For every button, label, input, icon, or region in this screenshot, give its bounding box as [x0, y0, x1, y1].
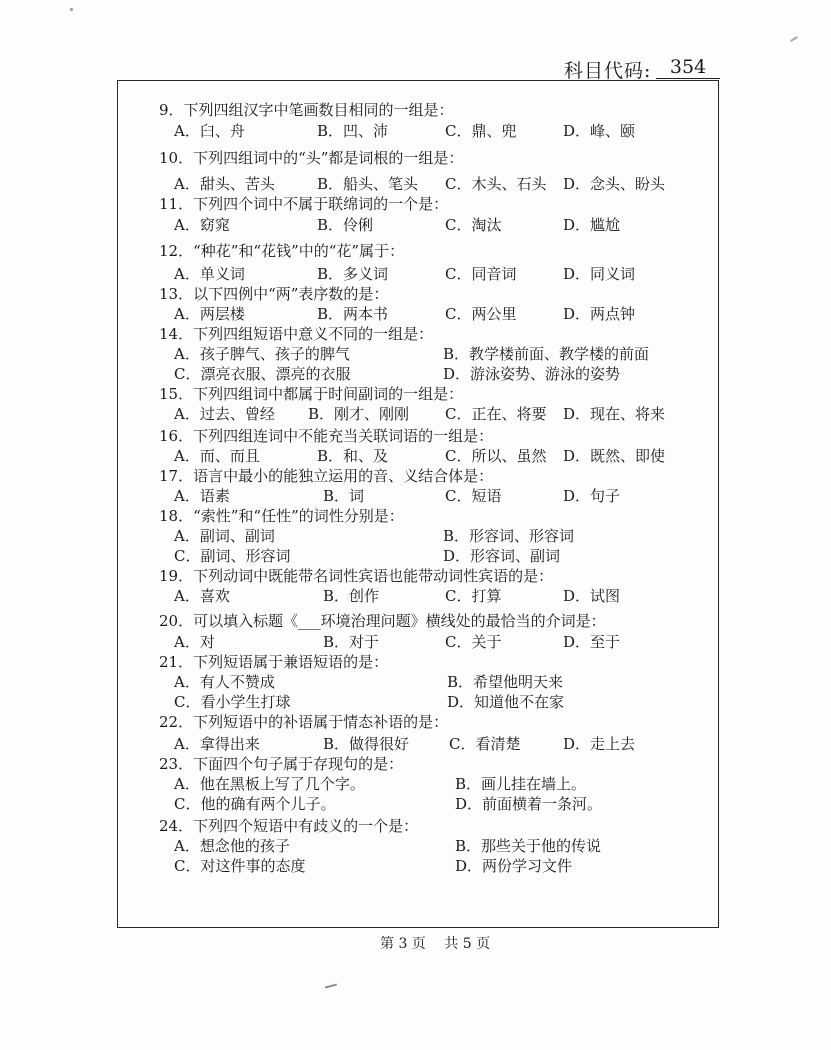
option: B．对于 [323, 633, 380, 651]
option: B．刚才、刚刚 [308, 405, 410, 423]
option: A．他在黑板上写了几个字。 [174, 775, 365, 793]
question-stem: 19．下列动词中既能带名词性宾语也能带动词性宾语的是： [159, 567, 554, 585]
option: C．正在、将要 [445, 405, 547, 423]
option: A．喜欢 [174, 587, 230, 605]
option: B．词 [323, 487, 365, 505]
scan-speck [790, 36, 798, 42]
option: B．希望他明天来 [447, 673, 564, 691]
option: B．做得很好 [323, 735, 410, 753]
option: C．打算 [445, 587, 502, 605]
option: D．两份学习文件 [455, 857, 573, 875]
question-stem: 24．下列四个短语中有歧义的一个是： [159, 817, 419, 835]
option: C．副词、形容词 [174, 547, 291, 565]
scan-speck [70, 8, 73, 11]
option: C．鼎、兜 [445, 122, 517, 140]
option: C．关于 [445, 633, 502, 651]
page-footer [380, 933, 504, 953]
option: C．短语 [445, 487, 502, 505]
option: A．有人不赞成 [174, 673, 275, 691]
option: B．创作 [323, 587, 380, 605]
option: D．形容词、副词 [443, 547, 561, 565]
option: B．和、及 [317, 447, 389, 465]
option: D．至于 [563, 633, 621, 651]
option: A．甜头、苦头 [174, 175, 275, 193]
subject-code-value: 354 [656, 56, 720, 79]
question-stem: 9．下列四组汉字中笔画数目相同的一组是： [159, 101, 454, 119]
scan-speck [325, 983, 337, 988]
option: B．船头、笔头 [317, 175, 419, 193]
option: A．臼、舟 [174, 122, 245, 140]
option: D．既然、即使 [563, 447, 666, 465]
option: D．现在、将来 [563, 405, 666, 423]
option: A．副词、副词 [174, 527, 275, 545]
option: B．两本书 [317, 305, 389, 323]
option: A．两层楼 [174, 305, 245, 323]
option: D．知道他不在家 [447, 693, 565, 711]
question-stem: 21．下列短语属于兼语短语的是： [159, 653, 389, 671]
option: A．单义词 [174, 265, 245, 283]
option: A．对 [174, 633, 215, 651]
option: A．而、而且 [174, 447, 260, 465]
option: C．看小学生打球 [174, 693, 291, 711]
option: C．漂亮衣服、漂亮的衣服 [174, 365, 351, 383]
option: A．语素 [174, 487, 230, 505]
option: C．同音词 [445, 265, 517, 283]
option: D．尴尬 [563, 216, 621, 234]
question-stem: 22．下列短语中的补语属于情态补语的是： [159, 713, 449, 731]
option: C．看清楚 [449, 735, 521, 753]
option: C．对这件事的态度 [174, 857, 306, 875]
option: C．他的确有两个儿子。 [174, 795, 336, 813]
option: C．两公里 [445, 305, 517, 323]
option: B．形容词、形容词 [443, 527, 575, 545]
option: B．多义词 [317, 265, 389, 283]
option: B．那些关于他的传说 [455, 837, 602, 855]
question-stem: 20．可以填入标题《___环境治理问题》横线处的最恰当的介词是： [159, 612, 606, 630]
option: D．前面横着一条河。 [455, 795, 603, 813]
option: B．伶俐 [317, 216, 374, 234]
option: A．想念他的孩子 [174, 837, 290, 855]
question-stem: 17．语言中最小的能独立运用的音、义结合体是： [159, 467, 494, 485]
option: D．试图 [563, 587, 621, 605]
option: C．木头、石头 [445, 175, 547, 193]
subject-code-label: 科目代码: [564, 60, 652, 82]
option: D．念头、盼头 [563, 175, 666, 193]
question-stem: 10．下列四组词中的“头”都是词根的一组是： [159, 149, 464, 167]
option: B．画儿挂在墙上。 [455, 775, 587, 793]
option: C．所以、虽然 [445, 447, 547, 465]
page-total: 共 5 页 [444, 936, 491, 952]
option: D．同义词 [563, 265, 636, 283]
option: A．过去、曾经 [174, 405, 275, 423]
question-stem: 11．下列四个词中不属于联绵词的一个是： [159, 195, 449, 213]
question-stem: 18．“索性”和“任性”的词性分别是： [159, 507, 404, 525]
option: C．淘汰 [445, 216, 502, 234]
option: A．孩子脾气、孩子的脾气 [174, 345, 350, 363]
question-stem: 14．下列四组短语中意义不同的一组是： [159, 325, 434, 343]
option: A．拿得出来 [174, 735, 260, 753]
option: D．峰、颐 [563, 122, 636, 140]
option: D．走上去 [563, 735, 636, 753]
question-stem: 23．下面四个句子属于存现句的是： [159, 755, 404, 773]
option: B．教学楼前面、教学楼的前面 [443, 345, 650, 363]
question-stem: 13．以下四例中“两”表序数的是： [159, 285, 389, 303]
option: B．凹、沛 [317, 122, 389, 140]
question-stem: 12．“种花”和“花钱”中的“花”属于： [159, 242, 405, 260]
page-number: 第 3 页 [380, 936, 426, 952]
option: A．窈窕 [174, 216, 230, 234]
question-stem: 16．下列四组连词中不能充当关联词语的一组是： [159, 427, 494, 445]
option: D．两点钟 [563, 305, 636, 323]
option: D．游泳姿势、游泳的姿势 [443, 365, 621, 383]
question-stem: 15．下列四组词中都属于时间副词的一组是： [159, 385, 464, 403]
option: D．句子 [563, 487, 621, 505]
